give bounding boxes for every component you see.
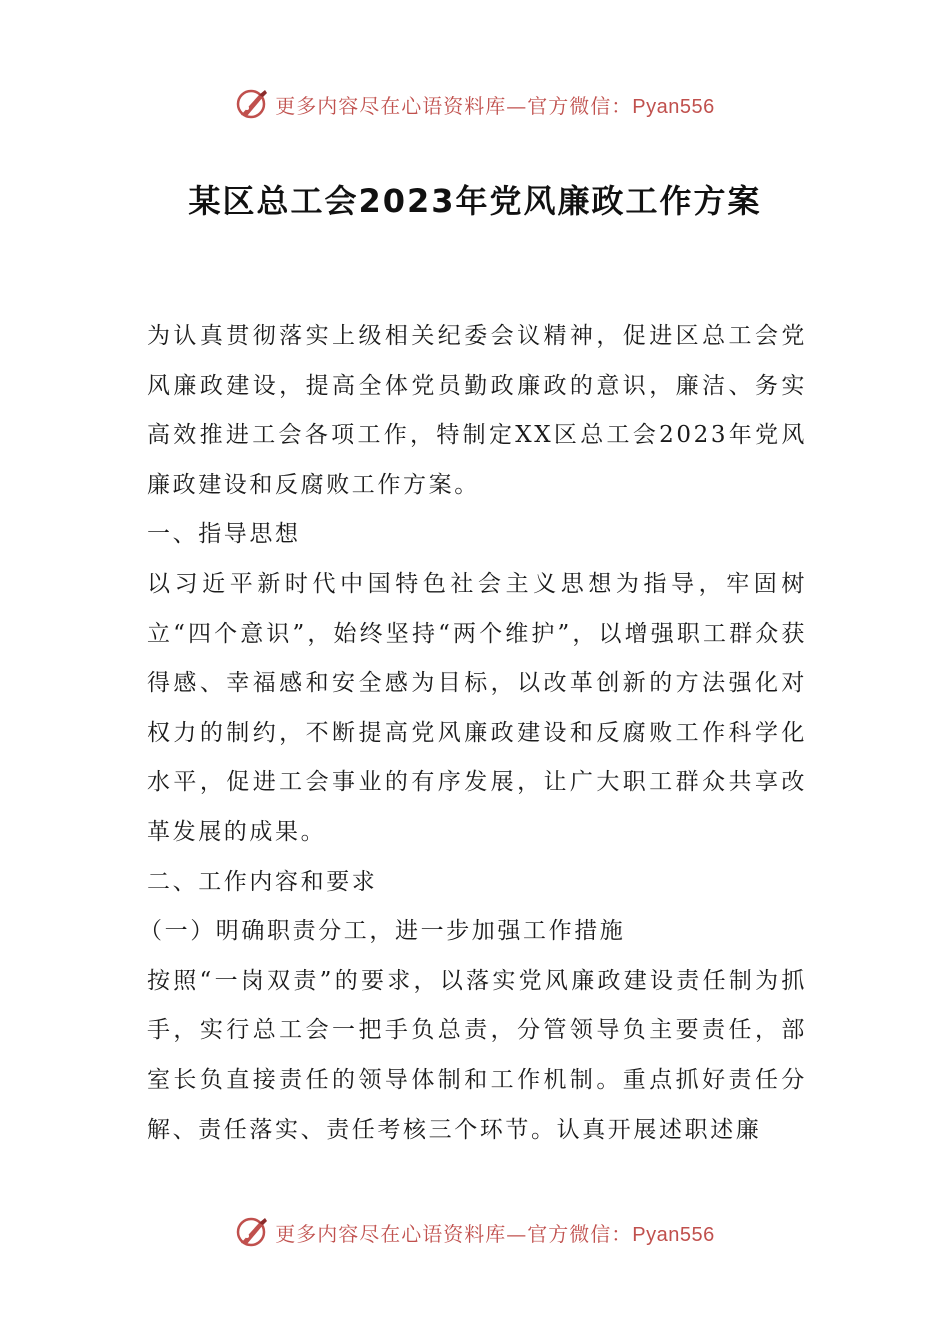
intro-paragraph: 为认真贯彻落实上级相关纪委会议精神，促进区总工会党风廉政建设，提高全体党员勤政廉政的意识，廉洁、务实高效推进工会各项工作，特制定XX区总工会2023年党风廉政建设和反腐败工作方案。 (147, 323, 807, 498)
watermark-footer (0, 1212, 950, 1252)
section-heading-work-content: 二、工作内容和要求 (147, 868, 378, 895)
watermark-text: 更多内容尽在心语资料库—官方微信：Pyan556 (275, 1221, 715, 1246)
watermark-wechat-id: Pyan556 (632, 1223, 715, 1246)
pen-logo-icon (235, 87, 269, 121)
document-title: 某区总工会2023年党风廉政工作方案 (188, 182, 762, 220)
section-heading-guiding-thought: 一、指导思想 (147, 521, 301, 548)
guiding-thought-paragraph: 以习近平新时代中国特色社会主义思想为指导，牢固树立“四个意识”，始终坚持“两个维护”，以增强职工群众获得感、幸福感和安全感为目标，以改革创新的方法强化对权力的制约，不断提高党风廉政建设和反腐败工作科学化水平，促进工会事业的有序发展，让广大职工群众共享改革发展的成果。 (147, 570, 807, 845)
pen-logo-icon (235, 1215, 269, 1249)
watermark-wechat-id: Pyan556 (632, 95, 715, 118)
document-body (139, 312, 807, 1155)
watermark-text: 更多内容尽在心语资料库—官方微信：Pyan556 (275, 93, 715, 118)
watermark-header (0, 84, 950, 124)
responsibilities-paragraph: 按照“一岗双责”的要求，以落实党风廉政建设责任制为抓手，实行总工会一把手负总责，分管领导负主要责任，部室长负直接责任的领导体制和工作机制。重点抓好责任分解、责任落实、责任考核三个环节。认真开展述职述廉 (147, 967, 807, 1143)
subsection-heading-responsibilities: （一）明确职责分工，进一步加强工作措施 (139, 918, 626, 945)
